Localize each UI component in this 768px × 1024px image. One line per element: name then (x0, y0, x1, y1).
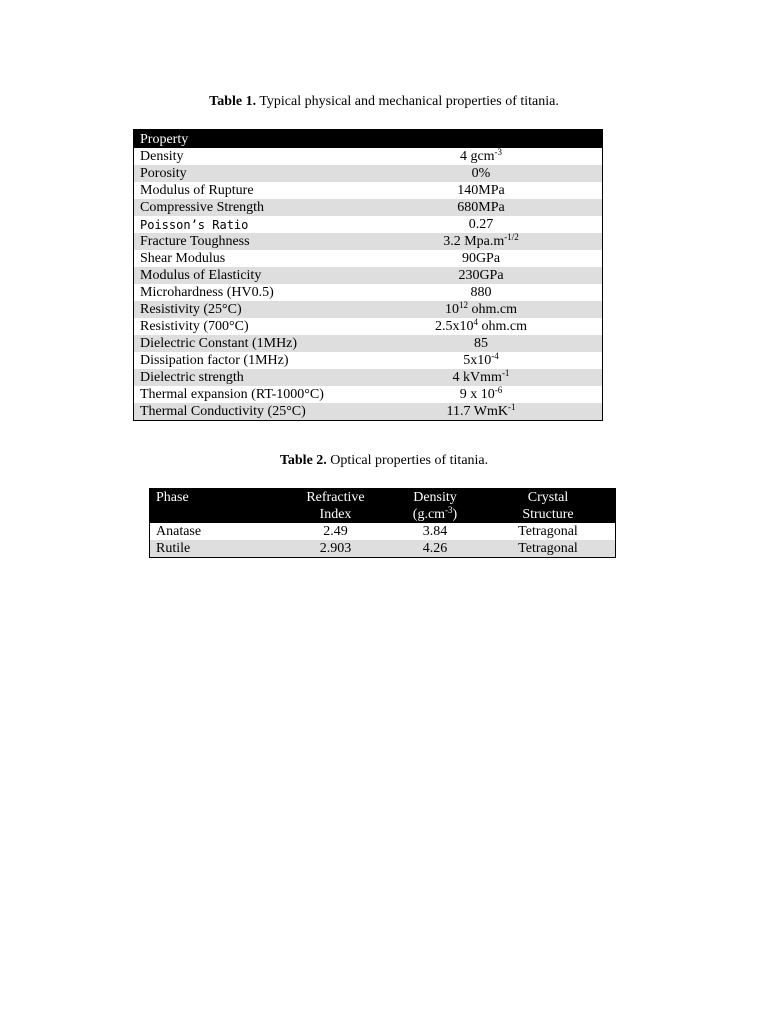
table2-caption-text: Optical properties of titania. (326, 453, 489, 468)
table-header-row (134, 130, 603, 149)
property-cell: Porosity (134, 165, 361, 182)
table-row (134, 199, 603, 216)
refractive-index-cell: 2.49 (323, 523, 348, 539)
table-row (134, 182, 603, 199)
property-cell: Dissipation factor (1MHz) (140, 352, 289, 368)
header-refractive-index: Refractive Index (282, 489, 389, 524)
property-cell: Fracture Toughness (134, 233, 361, 250)
table-row (134, 250, 603, 267)
table-row (134, 216, 603, 233)
value-cell: 680MPa (360, 199, 603, 216)
phase-cell: Rutile (150, 540, 283, 558)
optical-properties-table (149, 488, 616, 558)
property-cell: Resistivity (25°C) (134, 301, 361, 318)
value-cell: 0% (360, 165, 603, 182)
table-row (150, 540, 616, 558)
crystal-structure-cell: Tetragonal (518, 523, 578, 539)
density-cell: 3.84 (422, 523, 448, 539)
table-row (134, 403, 603, 421)
property-cell: Poisson’s Ratio (140, 217, 249, 232)
table1-caption-text: Typical physical and mechanical properties of titania. (256, 94, 559, 109)
property-cell: Dielectric Constant (1MHz) (134, 335, 361, 352)
table2-caption (0, 453, 768, 469)
property-cell: Shear Modulus (140, 250, 226, 266)
value-cell: 0.27 (468, 216, 494, 232)
density-cell: 4.26 (389, 540, 481, 558)
header-property: Property (134, 130, 603, 149)
table-row (134, 301, 603, 318)
table2-caption-label: Table 2. (279, 453, 327, 468)
phase-cell: Anatase (156, 523, 202, 539)
crystal-structure-cell: Tetragonal (481, 540, 616, 558)
property-cell: Thermal expansion (RT-1000°C) (140, 386, 324, 402)
value-cell: 4 kVmm$^{-1}$ (360, 369, 603, 386)
table-row (134, 386, 603, 403)
property-cell: Microhardness (HV0.5) (140, 284, 274, 300)
header-crystal-structure: Crystal Structure (481, 489, 616, 524)
table-row (134, 318, 603, 335)
table-row (134, 335, 603, 352)
value-cell: 11.7 WmK$^{-1}$ (360, 403, 603, 421)
header-phase: Phase (150, 489, 283, 524)
table-row (134, 352, 603, 369)
table1-caption (0, 94, 768, 110)
value-cell: 140MPa (457, 182, 505, 198)
value-cell: 4 gcm$^{-3}$ (459, 146, 503, 164)
table-row (134, 148, 603, 165)
table-row (134, 284, 603, 301)
value-cell: 880 (470, 284, 492, 300)
table-header-row (150, 489, 616, 524)
properties-table (133, 129, 603, 421)
table-row (134, 369, 603, 386)
value-cell: 85 (360, 335, 603, 352)
table1-caption-label: Table 1. (209, 94, 257, 109)
table-row (150, 523, 616, 540)
property-cell: Density (140, 148, 184, 164)
value-cell: $2.5x10^4$ ohm.cm (435, 316, 527, 334)
refractive-index-cell: 2.903 (282, 540, 389, 558)
value-cell: 9 x $10^{-6}$ (459, 384, 503, 402)
property-cell: Thermal Conductivity (25°C) (134, 403, 361, 421)
property-cell: Compressive Strength (134, 199, 361, 216)
table-row (134, 165, 603, 182)
table-row (134, 267, 603, 284)
property-cell: Modulus of Elasticity (134, 267, 361, 284)
property-cell: Dielectric strength (134, 369, 361, 386)
value-cell: 90GPa (461, 250, 501, 266)
value-cell: 3.2 $Mpa.m^{-1/2}$ (360, 233, 603, 250)
property-cell: Resistivity (700°C) (140, 318, 249, 334)
value-cell: $5x10^{-4}$ (463, 350, 499, 368)
table-row (134, 233, 603, 250)
value-cell: 230GPa (360, 267, 603, 284)
value-cell: $10^{12}$ ohm.cm (360, 301, 603, 318)
property-cell: Modulus of Rupture (140, 182, 254, 198)
header-density: Density $(g.cm^{-3})$ (389, 489, 481, 524)
